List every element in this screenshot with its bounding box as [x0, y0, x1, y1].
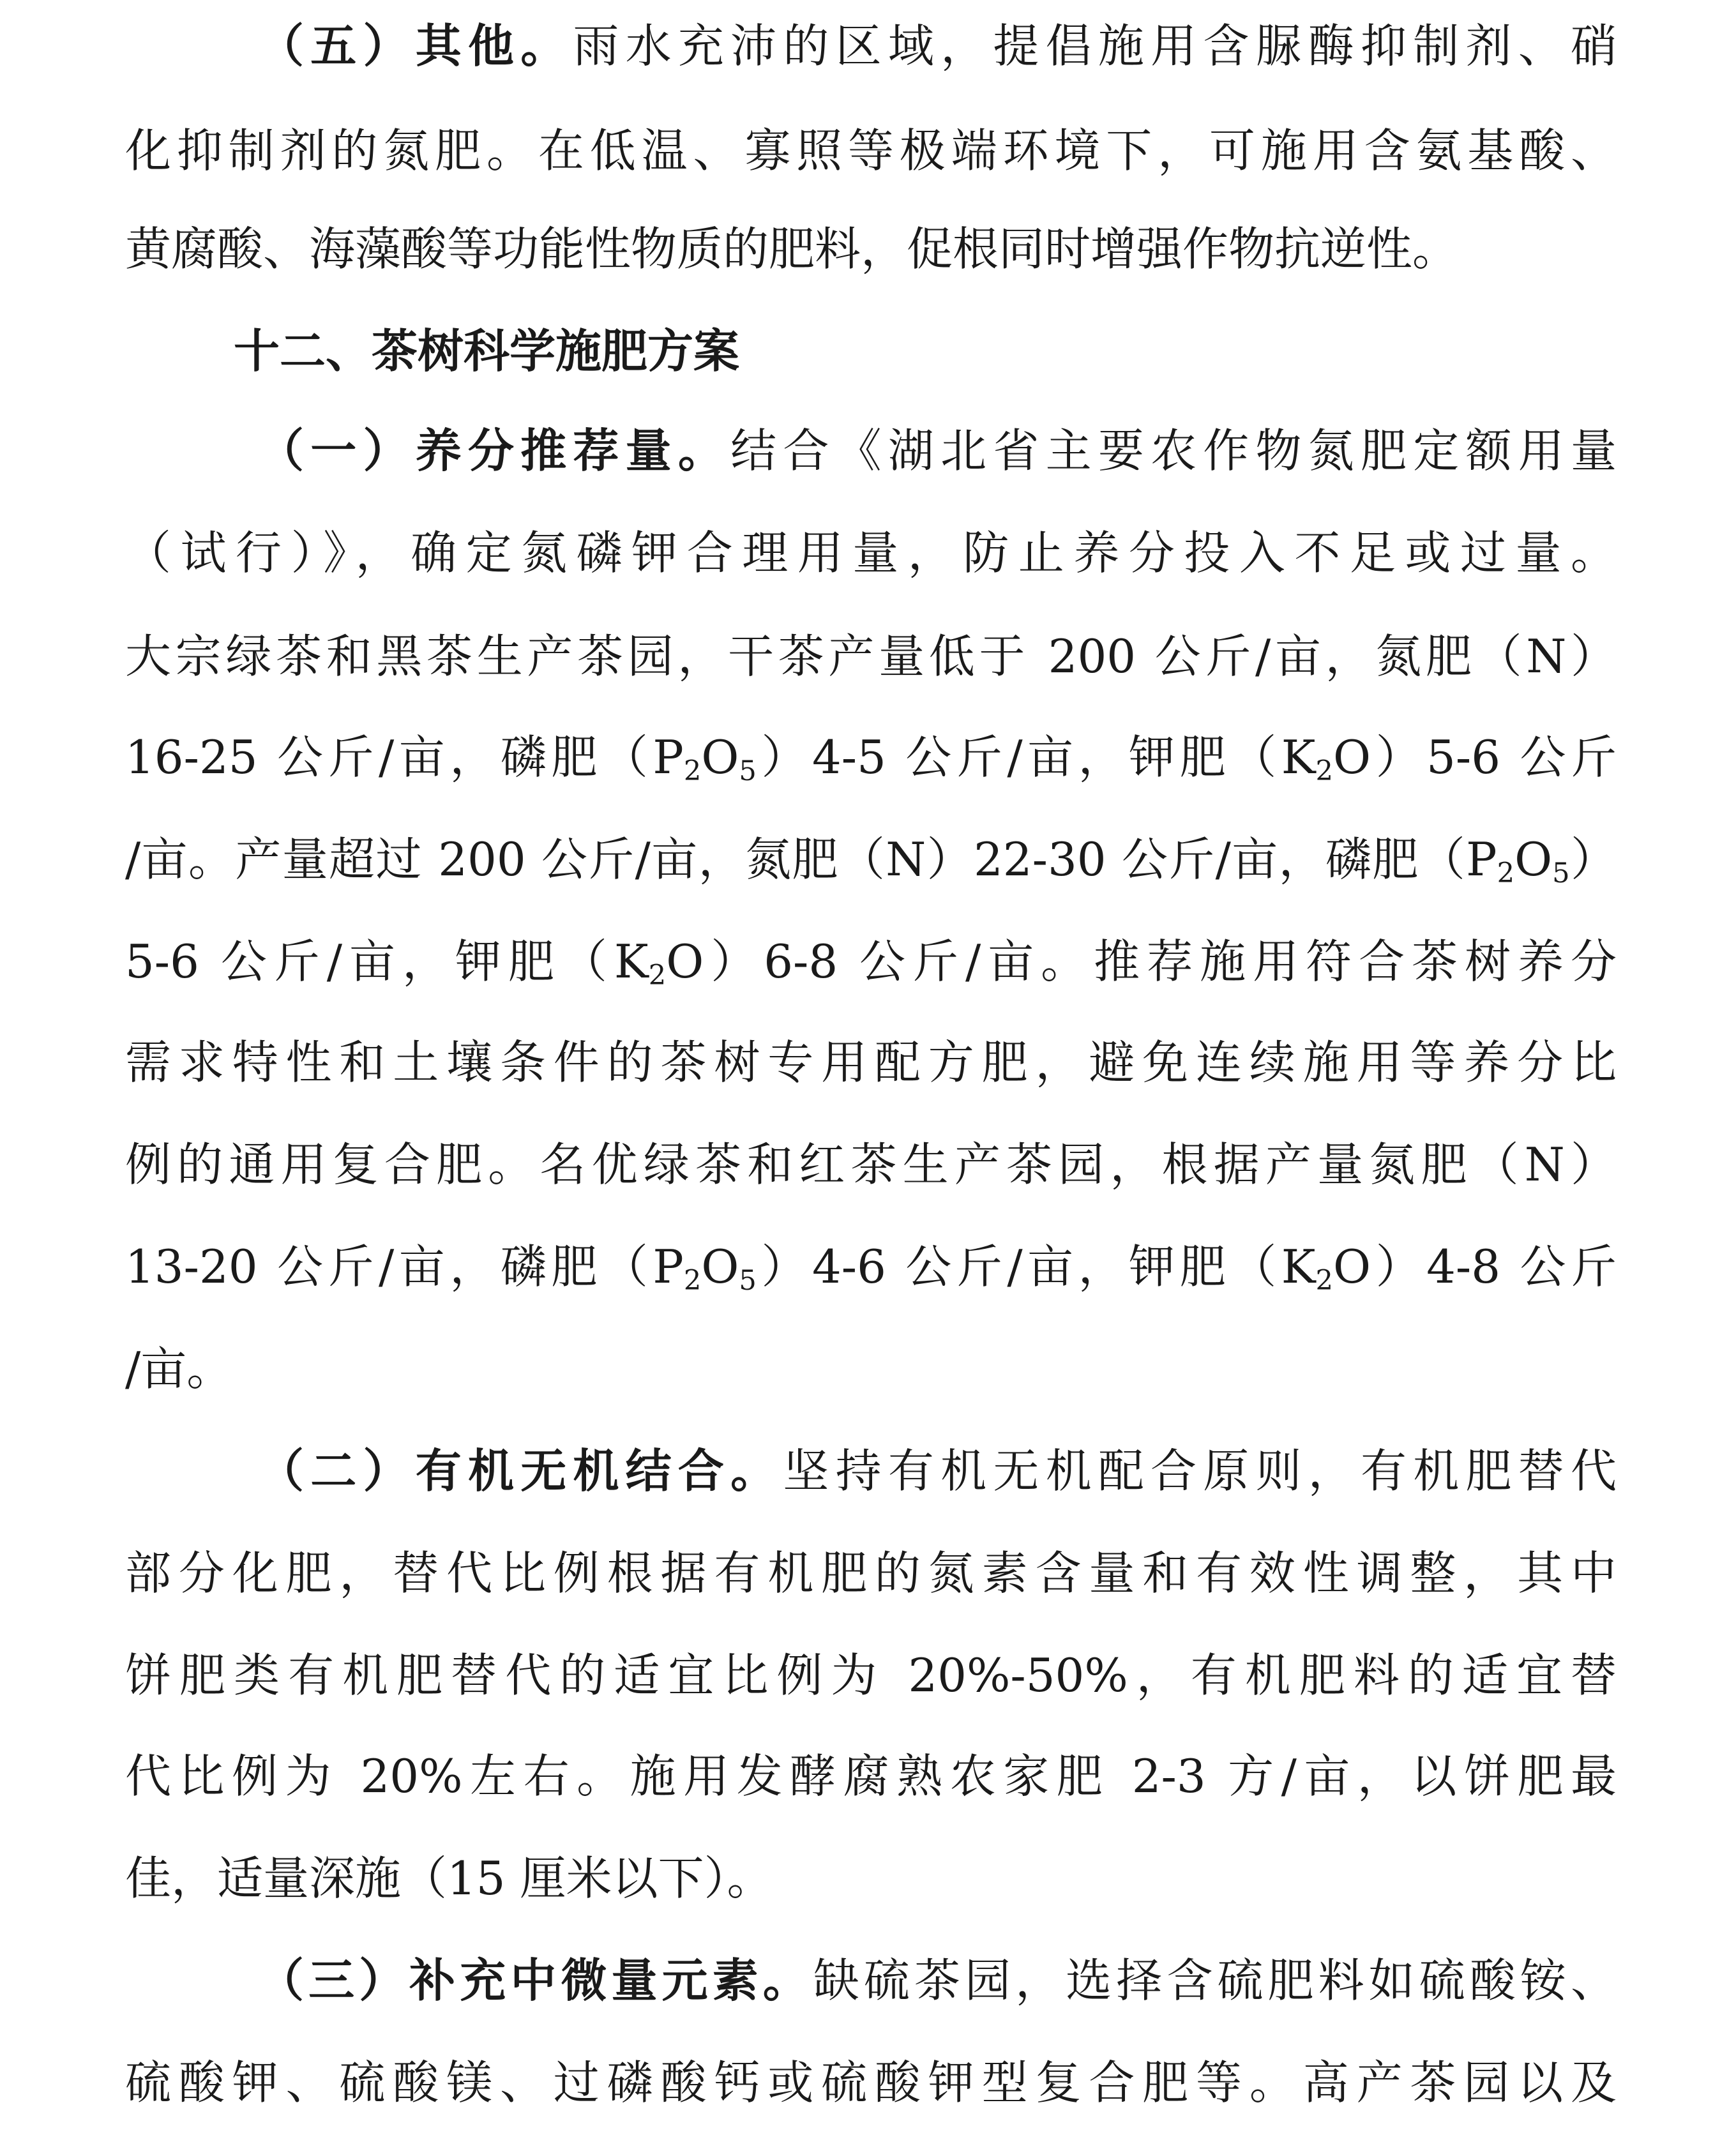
- text-run: O）4-8 公斤: [1333, 1240, 1617, 1294]
- paragraph-nutrient-line-9: [125, 1235, 1617, 1299]
- paragraph-nutrient-lead: （一）养分推荐量。: [258, 424, 731, 478]
- paragraph-nutrient-line-4: [125, 725, 1617, 789]
- paragraph-nutrient-line-6: [125, 930, 1617, 993]
- subscript: 5: [739, 755, 757, 787]
- subscript: 2: [1315, 755, 1334, 787]
- subscript: 2: [1315, 1264, 1334, 1297]
- paragraph-organic-line-2: 部分化肥，替代比例根据有机肥的氮素含量和有效性调整，其中: [125, 1546, 1617, 1600]
- paragraph-organic-lead: （二）有机无机结合。: [258, 1444, 783, 1498]
- paragraph-nutrient-line-1: [258, 419, 1617, 483]
- paragraph-organic-line-5: 佳，适量深施（15 厘米以下）。: [125, 1852, 773, 1905]
- paragraph-other-line-2: 化抑制剂的氮肥。在低温、寡照等极端环境下，可施用含氨基酸、: [125, 124, 1617, 177]
- paragraph-micronutrient-line-1: [258, 1949, 1617, 2012]
- text-run: 13-20 公斤/亩，磷肥（P: [125, 1240, 684, 1294]
- paragraph-nutrient-line-5: [125, 827, 1617, 891]
- paragraph-organic-line-4: 代比例为 20%左右。施用发酵腐熟农家肥 2-3 方/亩，以饼肥最: [125, 1749, 1617, 1803]
- paragraph-nutrient-line-10: /亩。: [125, 1342, 233, 1396]
- section-heading: 十二、茶树科学施肥方案: [234, 324, 740, 378]
- subscript: 2: [683, 755, 702, 787]
- paragraph-organic-line-1: [258, 1439, 1617, 1503]
- paragraph-nutrient-line-3: 大宗绿茶和黑茶生产茶园，干茶产量低于 200 公斤/亩，氮肥（N）: [125, 630, 1617, 683]
- text-run: ）4-6 公斤/亩，钾肥（K: [756, 1240, 1316, 1294]
- paragraph-nutrient-line-8: 例的通用复合肥。名优绿茶和红茶生产茶园，根据产量氮肥（N）: [125, 1138, 1617, 1191]
- paragraph-organic-text: 坚持有机无机配合原则，有机肥替代: [783, 1444, 1617, 1498]
- paragraph-other-line-3: 黄腐酸、海藻酸等功能性物质的肥料，促根同时增强作物抗逆性。: [125, 222, 1459, 276]
- text-run: O: [701, 1240, 739, 1294]
- text-run: 16-25 公斤/亩，磷肥（P: [125, 730, 684, 784]
- paragraph-micronutrient-lead: （三）补充中微量元素。: [258, 1954, 813, 2007]
- subscript: 2: [648, 959, 667, 992]
- text-run: ）: [1569, 833, 1617, 886]
- paragraph-other-text: 雨水充沛的区域，提倡施用含脲酶抑制剂、硝: [573, 19, 1617, 73]
- paragraph-other-line-1: [258, 14, 1617, 78]
- subscript: 5: [1552, 857, 1570, 889]
- paragraph-micronutrient-line-2: 硫酸钾、硫酸镁、过磷酸钙或硫酸钾型复合肥等。高产茶园以及: [125, 2056, 1617, 2109]
- text-run: ）4-5 公斤/亩，钾肥（K: [756, 730, 1316, 784]
- text-run: O）5-6 公斤: [1333, 730, 1617, 784]
- text-run: 5-6 公斤/亩，钾肥（K: [125, 935, 649, 988]
- text-run: O）6-8 公斤/亩。推荐施用符合茶树养分: [666, 935, 1617, 988]
- paragraph-organic-line-3: 饼肥类有机肥替代的适宜比例为 20%-50%，有机肥料的适宜替: [125, 1648, 1617, 1702]
- paragraph-micronutrient-text: 缺硫茶园，选择含硫肥料如硫酸铵、: [813, 1954, 1617, 2007]
- paragraph-nutrient-line-7: 需求特性和土壤条件的茶树专用配方肥，避免连续施用等养分比: [125, 1036, 1617, 1089]
- paragraph-nutrient-line-2: （试行）》，确定氮磷钾合理用量，防止养分投入不足或过量。: [125, 526, 1617, 580]
- paragraph-other-lead: （五）其他。: [258, 19, 573, 73]
- text-run: O: [1514, 833, 1553, 886]
- text-run: /亩。产量超过 200 公斤/亩，氮肥（N）22-30 公斤/亩，磷肥（P: [125, 833, 1497, 886]
- text-run: O: [701, 730, 739, 784]
- subscript: 5: [739, 1264, 757, 1297]
- subscript: 2: [683, 1264, 702, 1297]
- subscript: 2: [1497, 857, 1515, 889]
- paragraph-nutrient-text: 结合《湖北省主要农作物氮肥定额用量: [730, 424, 1617, 478]
